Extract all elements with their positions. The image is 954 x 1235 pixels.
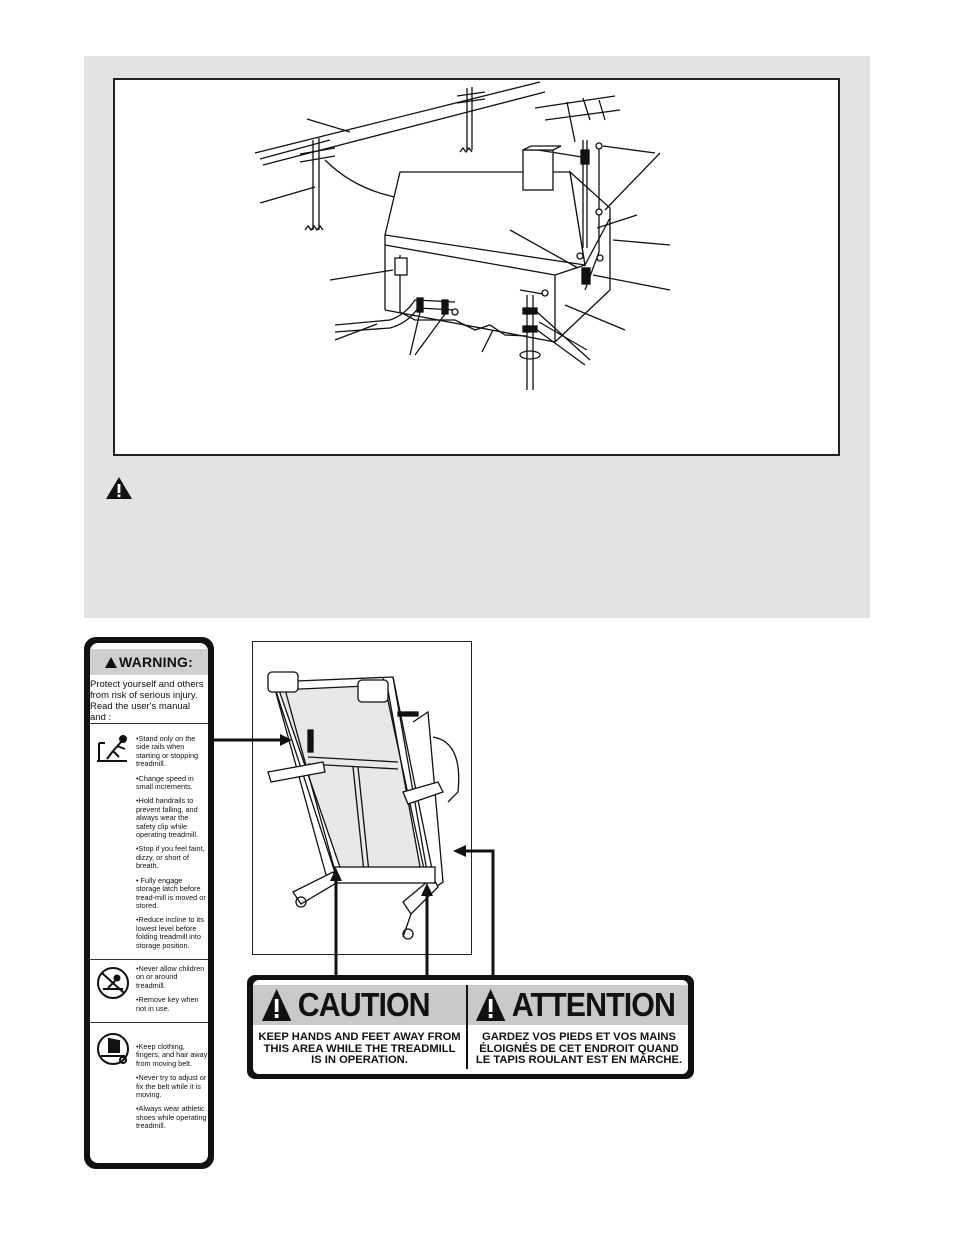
attention-triangle-icon	[475, 988, 506, 1022]
attention-heading	[475, 985, 675, 1025]
warning-bullet: •Never try to adjust or fix the belt while it is moving.	[136, 1073, 207, 1100]
person-on-treadmill-icon	[93, 731, 133, 769]
caution-decal-inner	[253, 980, 688, 1074]
warning-section-3	[136, 1043, 208, 1137]
warning-bullet: •Hold handrails to prevent falling, and always wear the safety clip while operating treadmill.	[136, 796, 199, 840]
warning-bullet: •Never allow children on or around treadmill.	[136, 964, 205, 990]
warning-section-2	[136, 965, 208, 1019]
warning-bullet: •Always wear athletic shoes while operating treadmill.	[136, 1104, 207, 1131]
warning-bullet: •Change speed in small increments.	[136, 773, 194, 792]
no-children-icon	[93, 964, 133, 1002]
warning-bullet: •Remove key when not in use.	[136, 995, 199, 1013]
warning-bullet: •Stop if you feel faint, dizzy, or short of breath.	[136, 844, 205, 871]
caution-french-text: GARDEZ VOS PIEDS ET VOS MAINS ÉLOIGNÉS DE CET ENDROIT QUAND LE TAPIS ROULANT EST EN MARCHE.	[475, 1031, 683, 1066]
warning-small-triangle-icon	[105, 657, 117, 668]
warning-decal-inner	[90, 643, 208, 1163]
warning-title: WARNING:	[119, 654, 193, 670]
warning-bullet: •Stand only on the side rails when starting or stopping treadmill.	[136, 734, 199, 769]
warning-decal	[84, 637, 214, 1169]
divider	[90, 723, 208, 724]
warning-triangle-icon	[105, 476, 133, 500]
antenna-grounding-diagram	[113, 78, 840, 456]
treadmill-illustration-box	[252, 641, 472, 955]
house-grounding-illustration	[115, 80, 842, 458]
divider	[90, 959, 208, 960]
folded-treadmill-illustration	[253, 642, 470, 953]
warning-bullet: •Keep clothing, fingers, and hair away from moving belt.	[136, 1042, 208, 1068]
caution-english-text: KEEP HANDS AND FEET AWAY FROM THIS AREA WHILE THE TREADMILL IS IN OPERATION.	[258, 1031, 461, 1066]
warning-bullet: • Fully engage storage latch before tread-mill is moved or stored.	[136, 875, 206, 910]
warning-title-bar	[90, 649, 208, 675]
caution-title: CAUTION	[297, 986, 430, 1023]
warning-section-1	[136, 735, 208, 956]
warning-intro-text: Protect yourself and others from risk of serious injury. Read the user's manual and :	[90, 679, 204, 723]
caution-triangle-icon	[261, 988, 292, 1022]
warning-bullet: •Reduce incline to its lowest level before folding treadmill into storage position.	[136, 915, 204, 950]
hand-on-belt-icon	[93, 1030, 133, 1068]
caution-divider	[466, 985, 468, 1069]
attention-title: ATTENTION	[511, 986, 675, 1023]
caution-attention-decal	[247, 975, 694, 1079]
caution-heading	[261, 985, 430, 1025]
divider	[90, 1022, 208, 1023]
